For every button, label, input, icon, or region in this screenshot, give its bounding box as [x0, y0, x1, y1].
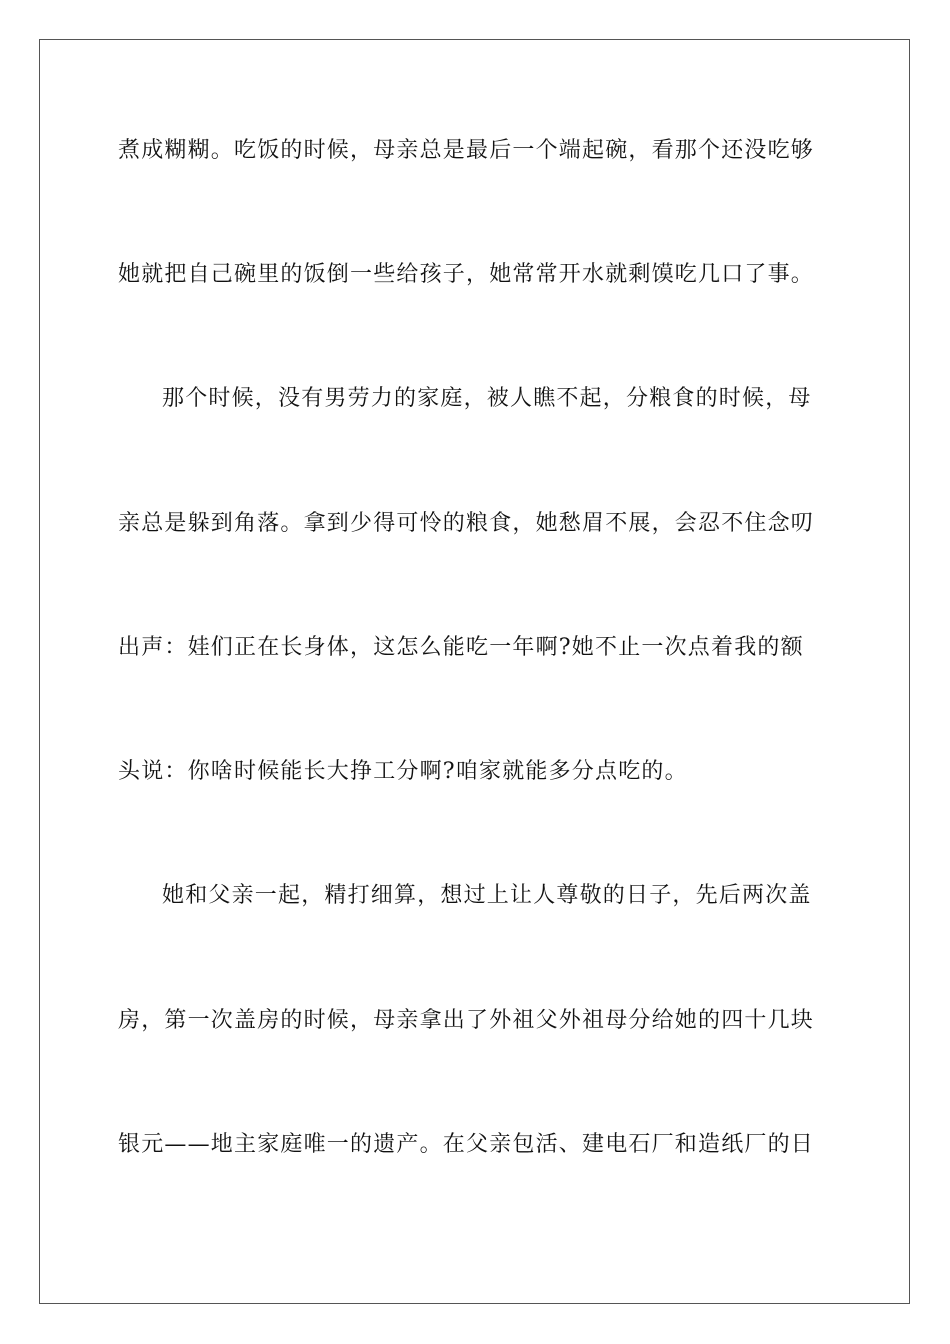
- text-line-5: 出声：娃们正在长身体，这怎么能吃一年啊?她不止一次点着我的额: [118, 635, 804, 660]
- text-line-2: 她就把自己碗里的饭倒一些给孩子，她常常开水就剩馍吃几口了事。: [118, 262, 815, 287]
- text-line-7: 她和父亲一起，精打细算，想过上让人尊敬的日子，先后两次盖: [162, 883, 812, 908]
- page-border: [39, 39, 910, 1304]
- text-line-9: 银元——地主家庭唯一的遗产。在父亲包活、建电石厂和造纸厂的日: [118, 1132, 815, 1157]
- text-line-1: 煮成糊糊。吃饭的时候，母亲总是最后一个端起碗，看那个还没吃够: [118, 138, 815, 163]
- text-line-4: 亲总是躲到角落。拿到少得可怜的粮食，她愁眉不展，会忍不住念叨: [118, 511, 815, 536]
- text-line-8: 房，第一次盖房的时候，母亲拿出了外祖父外祖母分给她的四十几块: [118, 1008, 815, 1033]
- text-line-3: 那个时候，没有男劳力的家庭，被人瞧不起，分粮食的时候，母: [162, 386, 812, 411]
- text-line-6: 头说：你啥时候能长大挣工分啊?咱家就能多分点吃的。: [118, 759, 688, 784]
